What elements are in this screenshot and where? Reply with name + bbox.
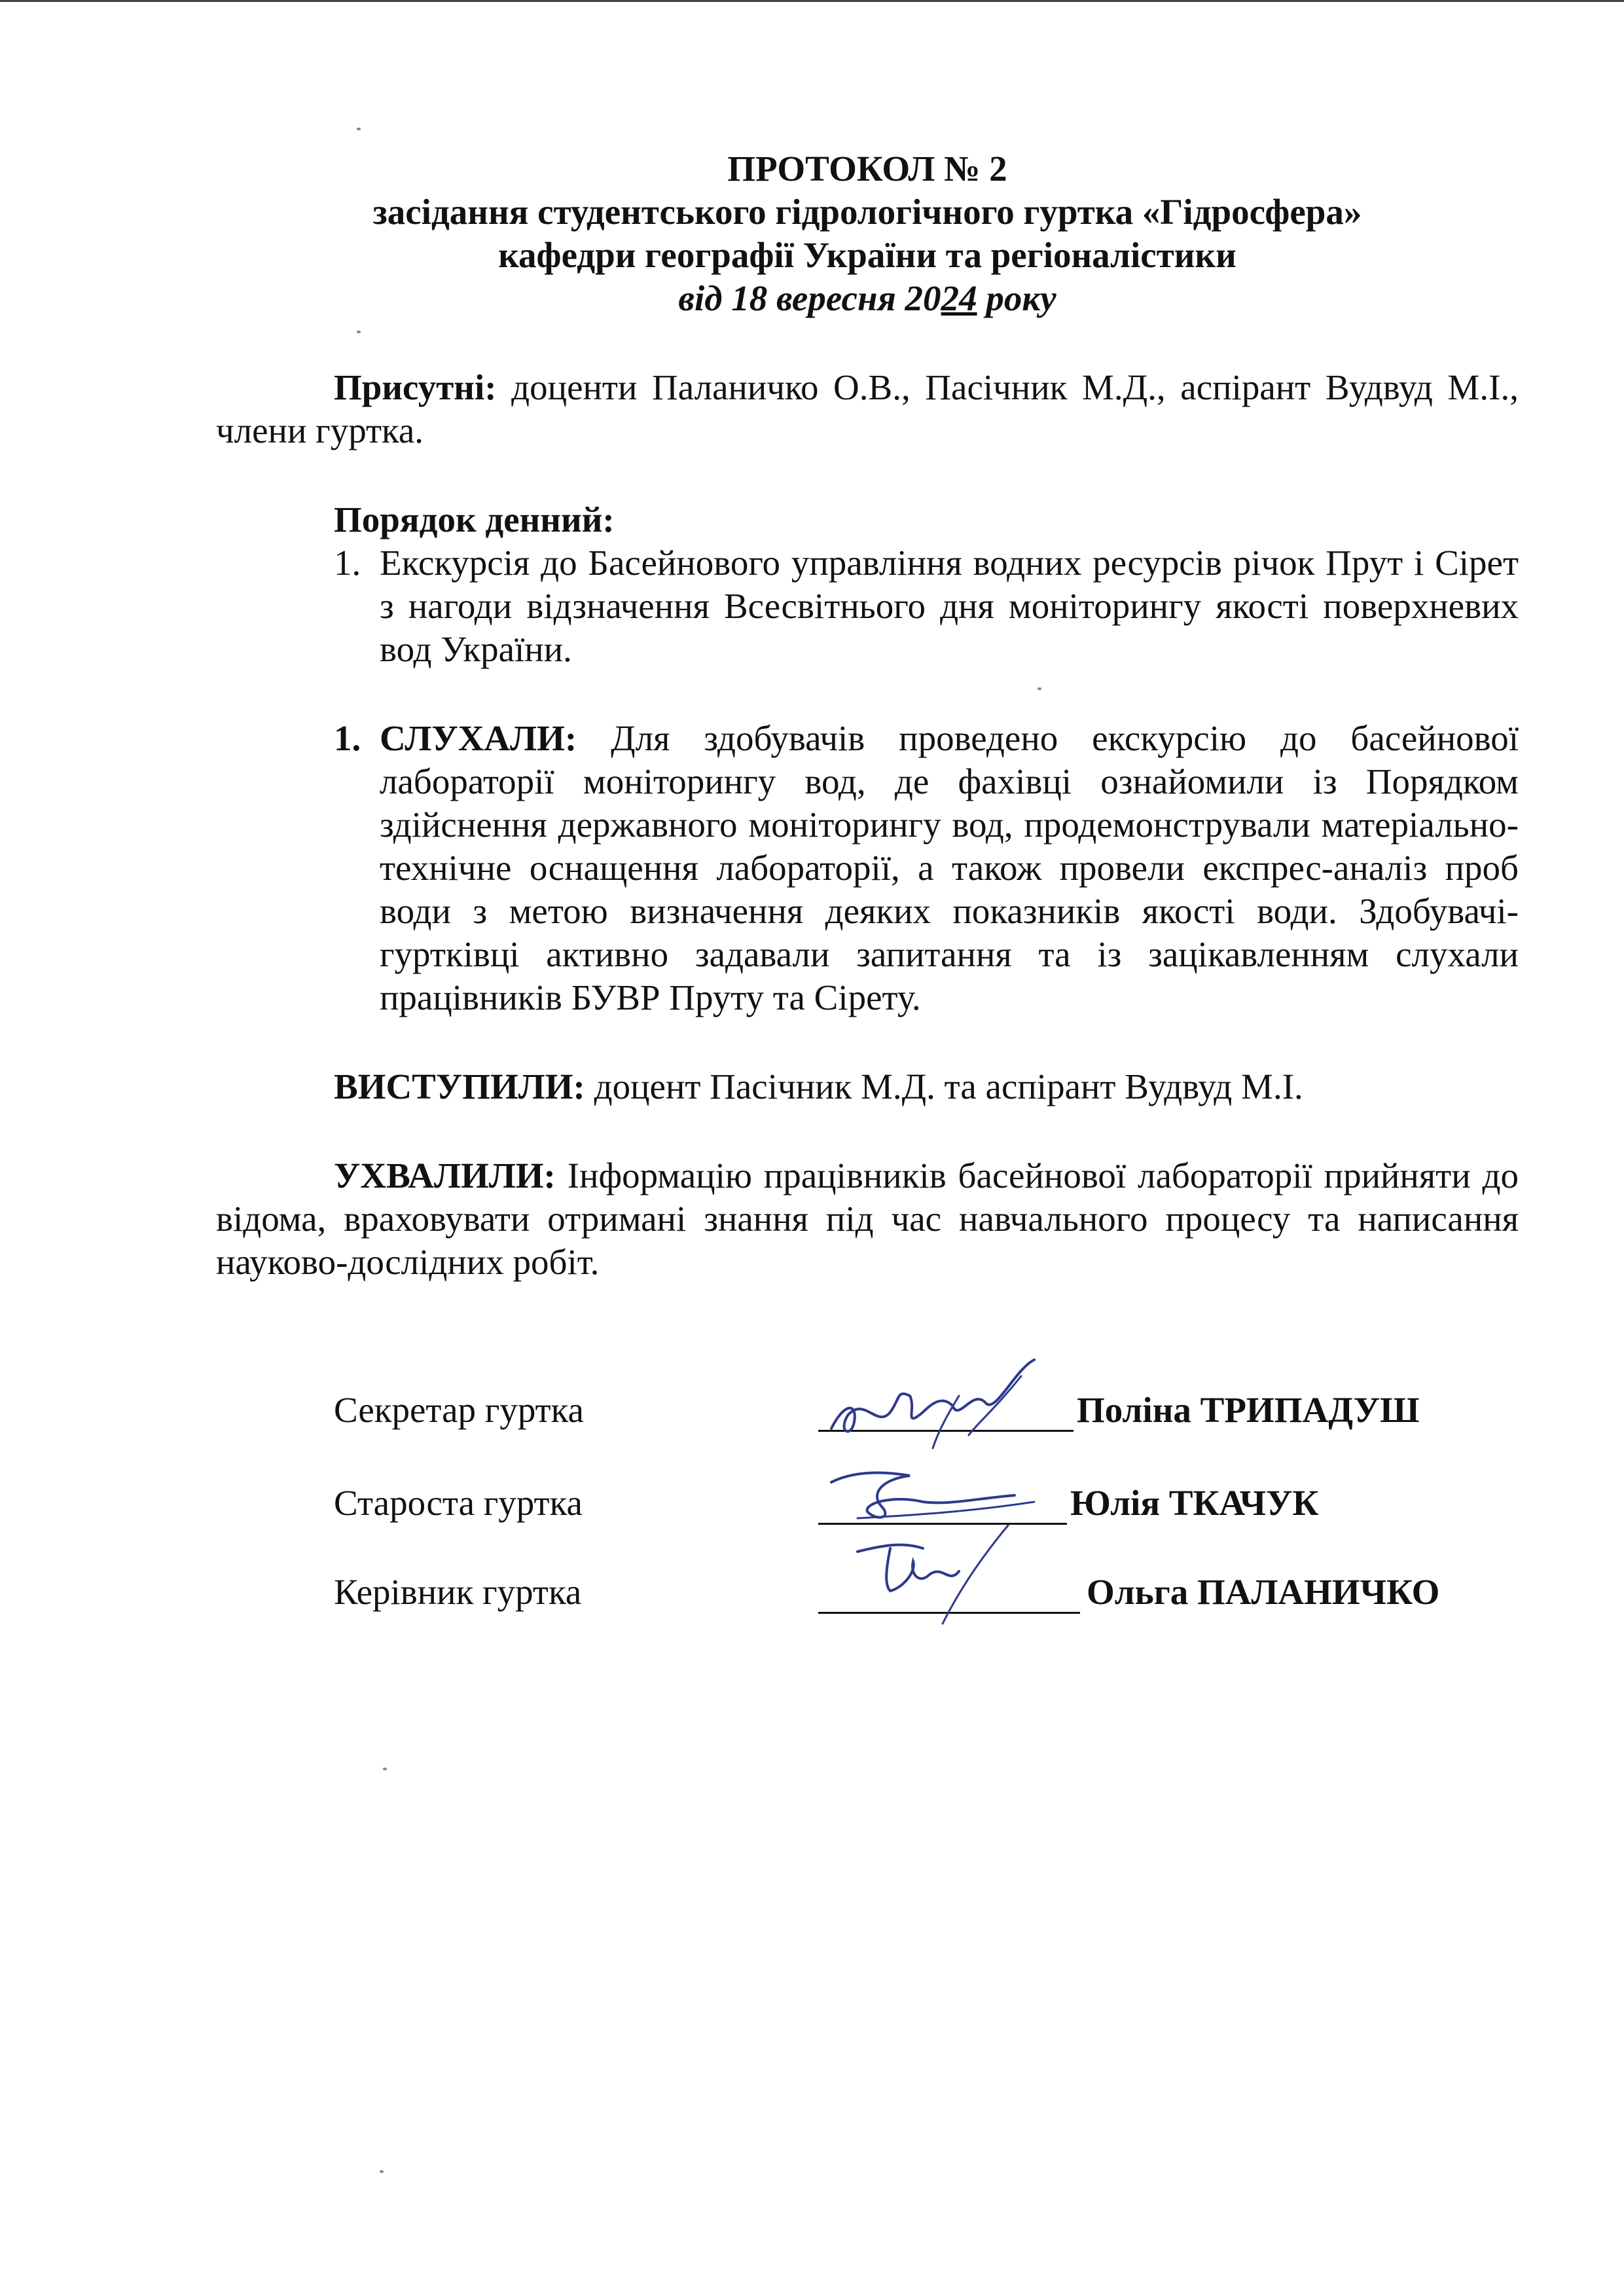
agenda-item-number: 1. bbox=[334, 543, 361, 583]
resolved-label: УХВАЛИЛИ: bbox=[334, 1156, 556, 1195]
signature-role: Староста гуртка bbox=[334, 1483, 583, 1523]
signature-row-secretary bbox=[334, 1389, 1519, 1448]
protocol-document bbox=[216, 147, 1519, 1284]
protocol-date bbox=[216, 277, 1519, 320]
agenda-item-text: Екскурсія до Басейнового управління водних ресурсів річок Прут і Сірет з нагоди відзначення Всесвітнього дня моніторингу якості поверхневих вод України. bbox=[380, 543, 1519, 669]
signature-role: Секретар гуртка bbox=[334, 1390, 584, 1430]
spoke-text: доцент Пасічник М.Д. та аспірант Вудвуд М.І. bbox=[585, 1066, 1303, 1106]
resolved-text: Інформацію працівників басейнової лабораторії прийняти до відома, враховувати отримані знання під час навчального процесу та написання науково-дослідних робіт. bbox=[216, 1156, 1519, 1282]
department-line: кафедри географії України та регіоналістики bbox=[498, 235, 1236, 275]
signature-name: Ольга ПАЛАНИЧКО bbox=[1087, 1572, 1440, 1612]
agenda-heading: Порядок денний: bbox=[334, 500, 615, 539]
agenda-list bbox=[216, 541, 1519, 671]
scan-speck bbox=[357, 128, 361, 130]
agenda-item bbox=[216, 541, 1519, 671]
spoke-label: ВИСТУПИЛИ: bbox=[334, 1066, 585, 1106]
date-year-underlined: 24 bbox=[941, 278, 977, 318]
handwritten-signature bbox=[818, 1350, 1093, 1455]
scan-speck bbox=[383, 1768, 387, 1770]
signature-row-supervisor bbox=[334, 1571, 1519, 1630]
scan-edge bbox=[0, 0, 1624, 2]
heard-section bbox=[216, 717, 1519, 1019]
date-suffix: року bbox=[977, 278, 1056, 318]
handwritten-signature bbox=[844, 1512, 1054, 1630]
heard-label: СЛУХАЛИ: bbox=[380, 718, 577, 758]
present-text: доценти Паланичко О.В., Пасічник М.Д., аспірант Вудвуд М.І., члени гуртка. bbox=[216, 367, 1519, 450]
present-label: Присутні: bbox=[334, 367, 497, 407]
heard-text: Для здобувачів проведено екскурсію до басейнової лабораторії моніторингу вод, де фахівці ознайомили із Порядком здійснення державного моніторингу вод, продемонстрували матеріально-технічне оснащення лабораторії, а також провели експрес-аналіз проб води з метою визначення деяких показників якості води. Здобувачі-гуртківці активно задавали запитання та із зацікавленням слухали працівників БУВР Пруту та Сірету. bbox=[380, 718, 1519, 1017]
protocol-title: ПРОТОКОЛ № 2 bbox=[727, 149, 1007, 189]
date-prefix: від 18 вересня 20 bbox=[678, 278, 941, 318]
document-header bbox=[216, 147, 1519, 320]
scan-speck bbox=[1038, 687, 1041, 690]
heard-number: 1. bbox=[334, 718, 361, 758]
present-paragraph bbox=[216, 366, 1519, 452]
signature-name: Поліна ТРИПАДУШ bbox=[1077, 1390, 1420, 1430]
scan-speck bbox=[380, 2170, 384, 2173]
signature-role: Керівник гуртка bbox=[334, 1572, 582, 1612]
signature-name: Юлія ТКАЧУК bbox=[1070, 1483, 1319, 1523]
meeting-line: засідання студентського гідрологічного гуртка «Гідросфера» bbox=[372, 192, 1362, 232]
spoke-paragraph bbox=[216, 1065, 1519, 1108]
scan-speck bbox=[357, 331, 361, 333]
resolved-paragraph bbox=[216, 1154, 1519, 1284]
